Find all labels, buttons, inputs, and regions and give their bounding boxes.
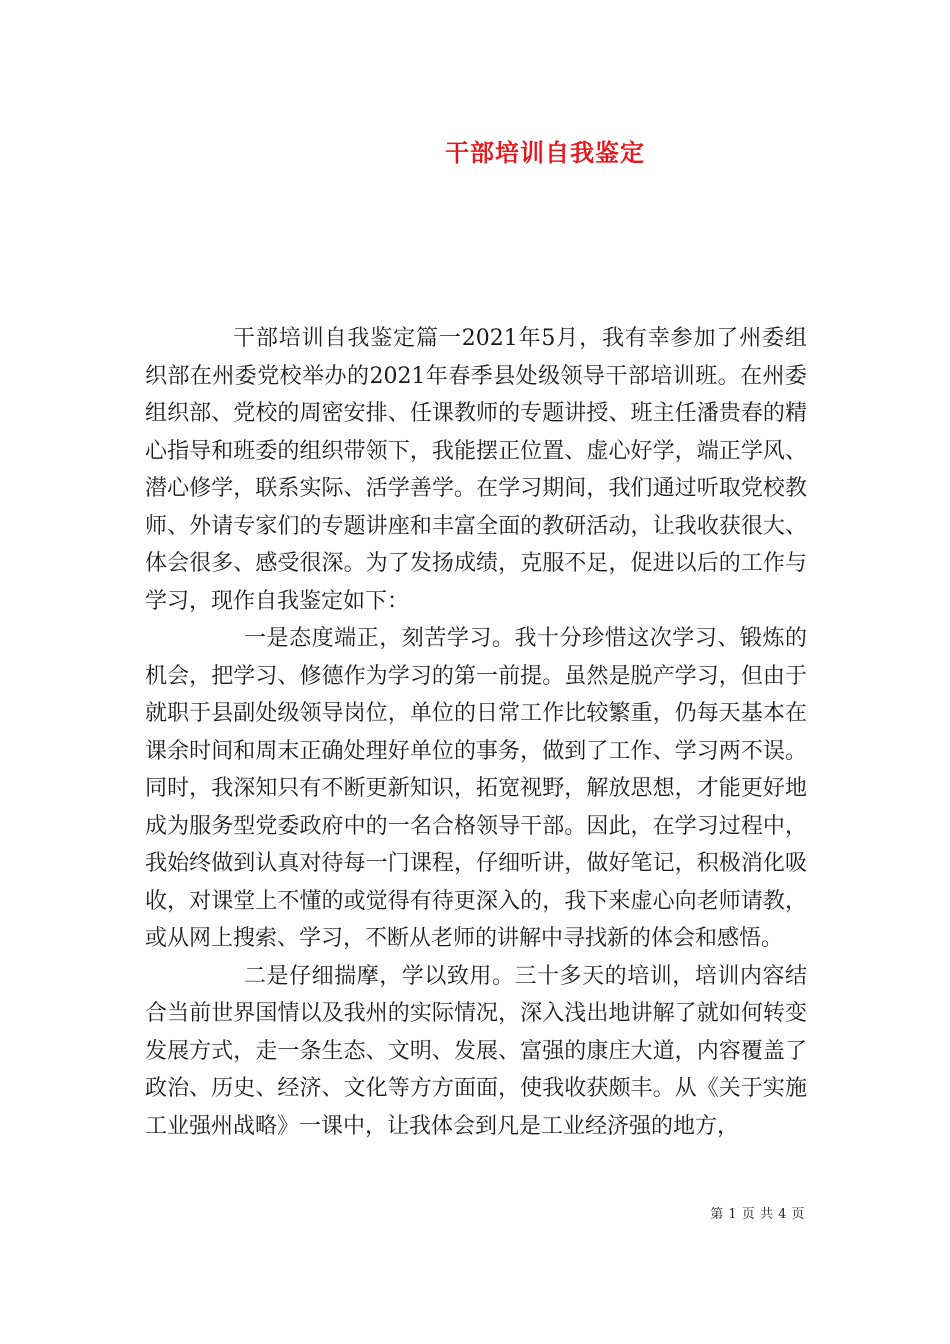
page-number-footer: 第 1 页 共 4 页	[710, 1207, 805, 1222]
document-body	[145, 320, 807, 1145]
paragraph-point-two: 二是仔细揣摩，学以致用。三十多天的培训，培训内容结合当前世界国情以及我州的实际情况，深入浅出地讲解了就如何转变发展方式，走一条生态、文明、发展、富强的康庄大道，内容覆盖了政治、历史、经济、文化等方方面面，使我收获颇丰。从《关于实施工业强州战略》一课中，让我体会到凡是工业经济强的地方，	[145, 963, 807, 1139]
paragraph-point-one: 一是态度端正，刻苦学习。我十分珍惜这次学习、锻炼的机会，把学习、修德作为学习的第一前提。虽然是脱产学习，但由于就职于县副处级领导岗位，单位的日常工作比较繁重，仍每天基本在课余时间和周末正确处理好单位的事务，做到了工作、学习两不误。同时，我深知只有不断更新知识，拓宽视野，解放思想，才能更好地成为服务型党委政府中的一名合格领导干部。因此，在学习过程中，我始终做到认真对待每一门课程，仔细听讲，做好笔记，积极消化吸收，对课堂上不懂的或觉得有待更深入的，我下来虚心向老师请教，或从网上搜索、学习，不断从老师的讲解中寻找新的体会和感悟。	[145, 626, 807, 951]
document-title: 干部培训自我鉴定	[445, 138, 645, 167]
paragraph-intro: 干部培训自我鉴定篇一2021年5月，我有幸参加了州委组织部在州委党校举办的2021年春季县处级领导干部培训班。在州委组织部、党校的周密安排、任课教师的专题讲授、班主任潘贵春的精心指导和班委的组织带领下，我能摆正位置、虚心好学，端正学风、潜心修学，联系实际、活学善学。在学习期间，我们通过听取党校教师、外请专家们的专题讲座和丰富全面的教研活动，让我收获很大、体会很多、感受很深。为了发扬成绩，克服不足，促进以后的工作与学习，现作自我鉴定如下：	[145, 326, 807, 614]
